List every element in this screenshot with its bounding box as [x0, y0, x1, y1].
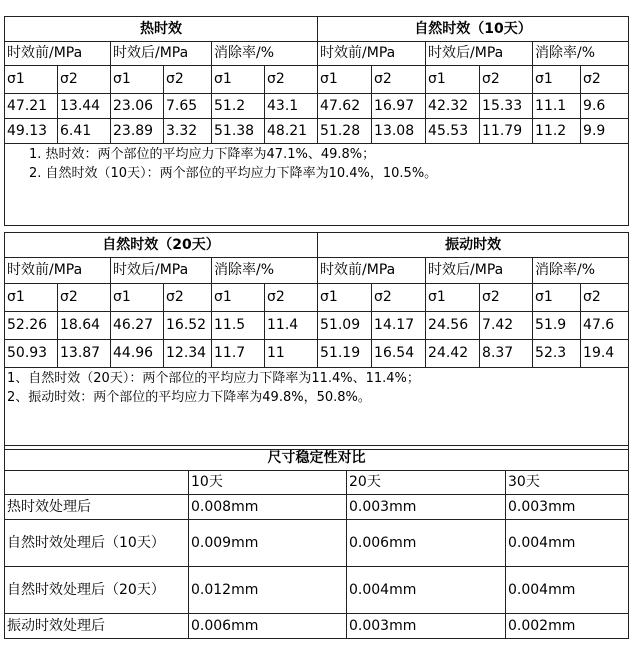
- cell: 0.012mm: [189, 567, 347, 614]
- cell: 11.5: [212, 312, 265, 340]
- sub-header: σ1: [111, 284, 164, 312]
- sub-header: σ2: [581, 66, 629, 94]
- column-header: 10天: [189, 471, 347, 495]
- table-row: [5, 284, 629, 312]
- table-row: [5, 471, 629, 495]
- note-line: 2. 自然时效（10天）：两个部位的平均应力下降率为10.4%，10.5%。: [29, 166, 438, 181]
- header-after: 时效后/MPa: [111, 42, 212, 66]
- cell: 9.9: [581, 119, 629, 144]
- sub-header: σ2: [265, 284, 318, 312]
- sub-header: σ2: [480, 66, 533, 94]
- header-removal-rate: 消除率/%: [533, 258, 629, 284]
- cell: 7.65: [164, 94, 212, 119]
- cell: 24.42: [426, 340, 480, 368]
- sub-header: σ2: [372, 66, 426, 94]
- dimension-stability-table: [4, 445, 629, 639]
- sub-header: σ1: [318, 66, 372, 94]
- header-removal-rate: 消除率/%: [212, 258, 318, 284]
- cell: 14.17: [372, 312, 426, 340]
- cell: 18.64: [58, 312, 111, 340]
- cell: 11.4: [265, 312, 318, 340]
- cell: 51.9: [533, 312, 581, 340]
- cell: 44.96: [111, 340, 164, 368]
- sub-header: σ2: [164, 66, 212, 94]
- cell: 0.003mm: [347, 614, 506, 639]
- sub-header: σ1: [5, 284, 58, 312]
- section-title-heat-aging: 热时效: [5, 17, 318, 42]
- stress-table-1: [4, 16, 629, 226]
- sub-header: σ2: [58, 284, 111, 312]
- cell: 46.27: [111, 312, 164, 340]
- sub-header: σ1: [318, 284, 372, 312]
- cell: 51.2: [212, 94, 265, 119]
- cell: 0.003mm: [347, 495, 506, 520]
- cell: 15.33: [480, 94, 533, 119]
- cell: 52.3: [533, 340, 581, 368]
- row-label: 热时效处理后: [5, 495, 189, 520]
- note-line: 1、自然时效（20天）：两个部位的平均应力下降率为11.4%、11.4%；: [7, 371, 420, 386]
- cell: 51.38: [212, 119, 265, 144]
- cell: 13.08: [372, 119, 426, 144]
- sub-header: σ1: [533, 66, 581, 94]
- cell: 0.004mm: [347, 567, 506, 614]
- sub-header: σ1: [426, 284, 480, 312]
- table-row: [5, 520, 629, 567]
- section-title-natural-aging-20d: 自然时效（20天）: [5, 233, 318, 258]
- sub-header: σ2: [164, 284, 212, 312]
- sub-header: σ1: [212, 66, 265, 94]
- notes-block: [5, 368, 629, 450]
- note-line: 1. 热时效：两个部位的平均应力下降率为47.1%、49.8%；: [29, 147, 376, 162]
- column-header: 20天: [347, 471, 506, 495]
- cell: 0.004mm: [506, 567, 629, 614]
- cell: 51.28: [318, 119, 372, 144]
- cell: 48.21: [265, 119, 318, 144]
- section-title-natural-aging-10d: 自然时效（10天）: [318, 17, 629, 42]
- sub-header: σ1: [5, 66, 58, 94]
- cell: 24.56: [426, 312, 480, 340]
- cell: 0.002mm: [506, 614, 629, 639]
- section-title-vibration-aging: 振动时效: [318, 233, 629, 258]
- section-title-dimension-stability: 尺寸稳定性对比: [5, 446, 629, 471]
- sub-header: σ2: [480, 284, 533, 312]
- header-after: 时效后/MPa: [426, 42, 533, 66]
- cell: 23.06: [111, 94, 164, 119]
- table-row: [5, 614, 629, 639]
- cell: 0.008mm: [189, 495, 347, 520]
- sub-header: σ1: [533, 284, 581, 312]
- table-row: [5, 495, 629, 520]
- cell: 8.37: [480, 340, 533, 368]
- cell: 43.1: [265, 94, 318, 119]
- cell: 50.93: [5, 340, 58, 368]
- cell: 23.89: [111, 119, 164, 144]
- cell: 16.54: [372, 340, 426, 368]
- cell: 11.79: [480, 119, 533, 144]
- column-header-empty: [5, 471, 189, 495]
- cell: 0.003mm: [506, 495, 629, 520]
- cell: 12.34: [164, 340, 212, 368]
- cell: 42.32: [426, 94, 480, 119]
- cell: 13.87: [58, 340, 111, 368]
- cell: 47.62: [318, 94, 372, 119]
- cell: 16.52: [164, 312, 212, 340]
- cell: 47.21: [5, 94, 58, 119]
- row-label: 自然时效处理后（20天）: [5, 567, 189, 614]
- header-after: 时效后/MPa: [111, 258, 212, 284]
- sub-header: σ1: [426, 66, 480, 94]
- sub-header: σ2: [372, 284, 426, 312]
- row-label: 振动时效处理后: [5, 614, 189, 639]
- cell: 11: [265, 340, 318, 368]
- table-row: [5, 567, 629, 614]
- sub-header: σ1: [212, 284, 265, 312]
- cell: 45.53: [426, 119, 480, 144]
- cell: 0.009mm: [189, 520, 347, 567]
- cell: 11.1: [533, 94, 581, 119]
- cell: 13.44: [58, 94, 111, 119]
- header-before: 时效前/MPa: [318, 258, 426, 284]
- notes-block: [5, 144, 629, 226]
- cell: 11.2: [533, 119, 581, 144]
- cell: 49.13: [5, 119, 58, 144]
- sub-header: σ1: [111, 66, 164, 94]
- cell: 51.19: [318, 340, 372, 368]
- table-row: [5, 312, 629, 340]
- sub-header: σ2: [58, 66, 111, 94]
- cell: 52.26: [5, 312, 58, 340]
- header-after: 时效后/MPa: [426, 258, 533, 284]
- header-removal-rate: 消除率/%: [212, 42, 318, 66]
- column-header: 30天: [506, 471, 629, 495]
- cell: 7.42: [480, 312, 533, 340]
- header-before: 时效前/MPa: [5, 42, 111, 66]
- cell: 3.32: [164, 119, 212, 144]
- table-row: [5, 340, 629, 368]
- header-before: 时效前/MPa: [318, 42, 426, 66]
- cell: 0.006mm: [347, 520, 506, 567]
- stress-table-2: [4, 232, 629, 450]
- table-row: [5, 66, 629, 94]
- cell: 16.97: [372, 94, 426, 119]
- table-row: [5, 94, 629, 119]
- cell: 11.7: [212, 340, 265, 368]
- cell: 0.004mm: [506, 520, 629, 567]
- sub-header: σ2: [265, 66, 318, 94]
- cell: 47.6: [581, 312, 629, 340]
- sub-header: σ2: [581, 284, 629, 312]
- row-label: 自然时效处理后（10天）: [5, 520, 189, 567]
- header-removal-rate: 消除率/%: [533, 42, 629, 66]
- cell: 6.41: [58, 119, 111, 144]
- cell: 9.6: [581, 94, 629, 119]
- cell: 51.09: [318, 312, 372, 340]
- note-line: 2、振动时效：两个部位的平均应力下降率为49.8%，50.8%。: [7, 390, 371, 405]
- table-row: [5, 119, 629, 144]
- header-before: 时效前/MPa: [5, 258, 111, 284]
- cell: 0.006mm: [189, 614, 347, 639]
- cell: 19.4: [581, 340, 629, 368]
